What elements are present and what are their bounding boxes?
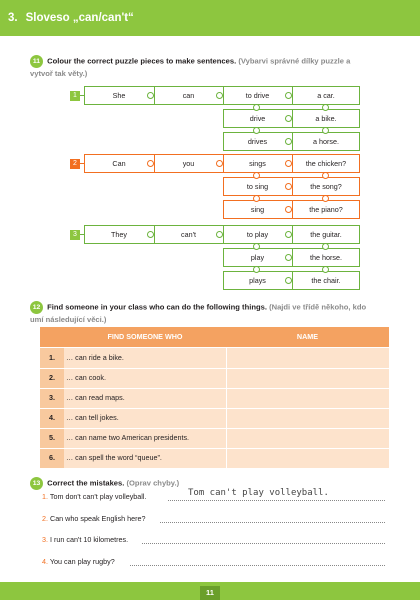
puzzle-piece: She (112, 91, 126, 100)
section-number: 3. (8, 12, 18, 24)
page-number: 11 (200, 586, 220, 600)
table-row (40, 408, 389, 428)
table-row (40, 388, 389, 408)
puzzle-piece: Can (112, 159, 126, 168)
puzzle-piece: to sing (246, 182, 269, 191)
instruction-translation: (Vybarvi správné dílky puzzle a vytvoř tak věty.) (30, 56, 351, 78)
row-number: 3. (40, 388, 64, 408)
exercise-number-badge: 12 (30, 301, 43, 314)
instruction-text: Find someone in your class who can do the following things. (47, 302, 267, 312)
puzzle-piece: plays (249, 276, 266, 285)
row-number: 6. (40, 448, 64, 468)
puzzle-piece: to drive (245, 91, 270, 100)
table-row (40, 368, 389, 388)
table-row (40, 448, 389, 468)
puzzle-piece: the guitar. (310, 230, 342, 239)
row-number: 5. (40, 428, 64, 448)
puzzle-piece: They (111, 230, 127, 239)
section-title-text: Sloveso „can/can't“ (25, 12, 134, 24)
item-number: 4. (42, 557, 48, 566)
table-row (40, 428, 389, 448)
puzzle-piece: a horse. (313, 137, 339, 146)
answer-line[interactable] (168, 500, 385, 501)
mistake-sentence (42, 514, 146, 523)
exercise-number-badge: 13 (30, 477, 43, 490)
puzzle-piece: the chicken? (305, 159, 347, 168)
puzzle-piece: can (182, 91, 195, 100)
puzzle-row-number: 3 (70, 230, 80, 240)
row-separator (40, 388, 389, 389)
answer-line[interactable] (142, 543, 385, 544)
instruction-translation: (Najdi ve třídě někoho, kdo umí následující věci.) (30, 302, 367, 324)
puzzle-piece: drives (247, 137, 268, 146)
column-header-name: NAME (296, 332, 319, 341)
row-text: … can ride a bike. (66, 353, 124, 362)
sentence-text: Can who speak English here? (48, 514, 146, 523)
name-cell[interactable] (226, 448, 389, 468)
row-separator (40, 408, 389, 409)
name-cell[interactable] (226, 388, 389, 408)
row-separator (40, 448, 389, 449)
row-number: 4. (40, 408, 64, 428)
item-number: 3. (42, 535, 48, 544)
puzzle-row-number: 2 (70, 159, 80, 169)
name-cell[interactable] (226, 348, 389, 368)
sentence-text: I run can't 10 kilometres. (48, 535, 129, 544)
puzzle-row-number: 1 (70, 91, 80, 101)
name-cell[interactable] (226, 408, 389, 428)
row-text: … can cook. (66, 373, 106, 382)
name-cell[interactable] (226, 368, 389, 388)
exercise-11-instruction (30, 55, 375, 79)
answer-line[interactable] (160, 522, 385, 523)
instruction-text: Correct the mistakes. (47, 478, 125, 488)
row-text: … can tell jokes. (66, 413, 119, 422)
row-text: … can read maps. (66, 393, 125, 402)
puzzle-piece: a car. (317, 91, 335, 100)
puzzle-piece: the song? (310, 182, 342, 191)
answer-line[interactable] (130, 565, 385, 566)
section-title (8, 12, 142, 24)
puzzle-piece: the chair. (311, 276, 341, 285)
row-separator (40, 368, 389, 369)
name-cell[interactable] (226, 428, 389, 448)
mistake-sentence (42, 535, 128, 544)
puzzle-piece: sings (249, 159, 266, 168)
row-separator (40, 428, 389, 429)
puzzle-piece: play (250, 253, 265, 262)
puzzle-piece: sing (250, 205, 265, 214)
row-number: 1. (40, 348, 64, 368)
puzzle-piece: a bike. (315, 114, 337, 123)
row-text: … can spell the word “queue”. (66, 453, 162, 462)
instruction-translation: (Oprav chyby.) (126, 478, 180, 488)
row-number: 2. (40, 368, 64, 388)
handwritten-answer: Tom can't play volleyball. (188, 488, 329, 498)
item-number: 1. (42, 492, 48, 501)
section-header-bar (0, 0, 420, 36)
table-row (40, 348, 389, 368)
mistake-sentence (42, 492, 147, 501)
table-header (40, 327, 389, 347)
item-number: 2. (42, 514, 48, 523)
puzzle-piece: the piano? (309, 205, 343, 214)
puzzle-piece: drive (249, 114, 266, 123)
instruction-text: Colour the correct puzzle pieces to make sentences. (47, 56, 237, 66)
sentence-text: Tom don't can't play volleyball. (48, 492, 147, 501)
exercise-12-instruction (30, 301, 375, 325)
mistake-sentence (42, 557, 115, 566)
sentence-text: You can play rugby? (48, 557, 115, 566)
column-header-find: FIND SOMEONE WHO (107, 332, 183, 341)
puzzle-piece: the horse. (310, 253, 342, 262)
puzzle-piece: can't (181, 230, 196, 239)
row-text: … can name two American presidents. (66, 433, 190, 442)
puzzle-piece: you (182, 159, 195, 168)
exercise-number-badge: 11 (30, 55, 43, 68)
puzzle-piece: to play (246, 230, 269, 239)
